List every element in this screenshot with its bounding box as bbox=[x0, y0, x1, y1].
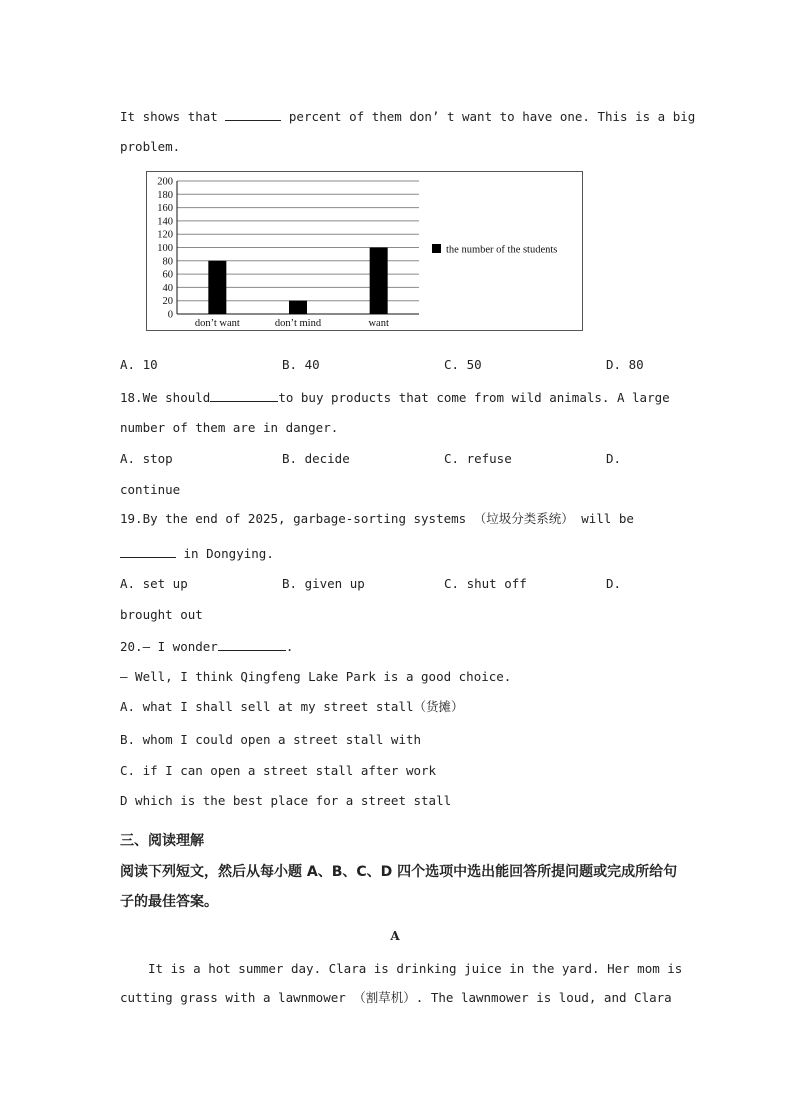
y-tick-label: 20 bbox=[162, 296, 173, 308]
bar bbox=[208, 261, 226, 314]
q17-option-d: D. 80 bbox=[606, 357, 644, 372]
y-tick-label: 80 bbox=[162, 256, 173, 268]
bar-chart-svg bbox=[147, 172, 584, 332]
y-tick-label: 100 bbox=[157, 243, 173, 254]
q18-line-1 bbox=[120, 389, 670, 406]
q18-option-b: B. decide bbox=[282, 451, 350, 466]
q20-blank bbox=[218, 638, 286, 651]
bar-chart bbox=[146, 171, 583, 331]
q18-option-a: A. stop bbox=[120, 451, 173, 466]
q20-line-2: — Well, I think Qingfeng Lake Park is a good choice. bbox=[120, 669, 512, 684]
y-tick-label: 60 bbox=[162, 269, 173, 281]
y-tick-label: 140 bbox=[157, 216, 173, 228]
q18-text-b: to buy products that come from wild animals. A large bbox=[278, 390, 670, 405]
y-tick-label: 160 bbox=[157, 203, 173, 215]
q17-blank bbox=[225, 108, 281, 121]
q18-option-d-text: continue bbox=[120, 482, 181, 497]
q19-option-d-text: brought out bbox=[120, 607, 203, 622]
q20-option-a: A. what I shall sell at my street stall（货摊） bbox=[120, 699, 464, 714]
q19-blank bbox=[120, 545, 176, 558]
passage-line-1: It is a hot summer day. Clara is drinking juice in the yard. Her mom is bbox=[148, 961, 683, 976]
y-tick-label: 120 bbox=[157, 229, 173, 241]
q17-text-a: It shows that bbox=[120, 109, 218, 124]
q18-line-2: number of them are in danger. bbox=[120, 420, 339, 435]
q18-blank bbox=[210, 389, 278, 402]
x-tick-label: don’t mind bbox=[274, 318, 322, 329]
q17-line-1 bbox=[120, 108, 695, 125]
section-instruction-2: 子的最佳答案。 bbox=[120, 894, 218, 910]
q20-line-1 bbox=[120, 638, 293, 655]
q20-option-b: B. whom I could open a street stall with bbox=[120, 732, 422, 747]
bar bbox=[370, 248, 388, 315]
q17-text-b: percent of them don’ t want to have one. This is a big bbox=[288, 109, 696, 124]
q19-option-a: A. set up bbox=[120, 576, 188, 591]
q20-text-b: . bbox=[285, 639, 294, 654]
q20-text-a: 20.— I wonder bbox=[120, 639, 218, 654]
q17-option-c: C. 50 bbox=[444, 357, 482, 372]
q19-line-2 bbox=[120, 545, 274, 562]
q20-option-d: D which is the best place for a street stall bbox=[120, 793, 452, 808]
q18-option-c: C. refuse bbox=[444, 451, 512, 466]
q17-option-a: A. 10 bbox=[120, 357, 158, 372]
q19-text-b: in Dongying. bbox=[183, 546, 274, 561]
section-heading: 三、阅读理解 bbox=[120, 833, 204, 849]
legend-swatch bbox=[432, 244, 441, 253]
x-tick-label: want bbox=[368, 318, 389, 329]
x-tick-label: don’t want bbox=[194, 318, 240, 329]
passage-line-2: cutting grass with a lawnmower （割草机）. The lawnmower is loud, and Clara bbox=[120, 990, 672, 1005]
y-tick-label: 200 bbox=[157, 176, 173, 188]
q19-option-d: D. bbox=[606, 576, 622, 591]
q17-option-b: B. 40 bbox=[282, 357, 320, 372]
q18-option-d: D. bbox=[606, 451, 622, 466]
section-instruction-1: 阅读下列短文，然后从每小题 A、B、C、D 四个选项中选出能回答所提问题或完成所给句 bbox=[120, 864, 678, 880]
y-tick-label: 40 bbox=[162, 282, 173, 294]
y-tick-label: 180 bbox=[157, 189, 173, 201]
passage-label: A bbox=[390, 929, 400, 943]
q20-option-c: C. if I can open a street stall after work bbox=[120, 763, 437, 778]
q17-line-2: problem. bbox=[120, 139, 181, 154]
bar bbox=[289, 301, 307, 314]
q19-line-1: 19.By the end of 2025, garbage-sorting systems （垃圾分类系统） will be bbox=[120, 511, 634, 526]
y-tick-label: 0 bbox=[167, 309, 173, 321]
legend-label: the number of the students bbox=[446, 244, 558, 256]
q18-text-a: 18.We should bbox=[120, 390, 211, 405]
q19-option-b: B. given up bbox=[282, 576, 365, 591]
q19-option-c: C. shut off bbox=[444, 576, 527, 591]
